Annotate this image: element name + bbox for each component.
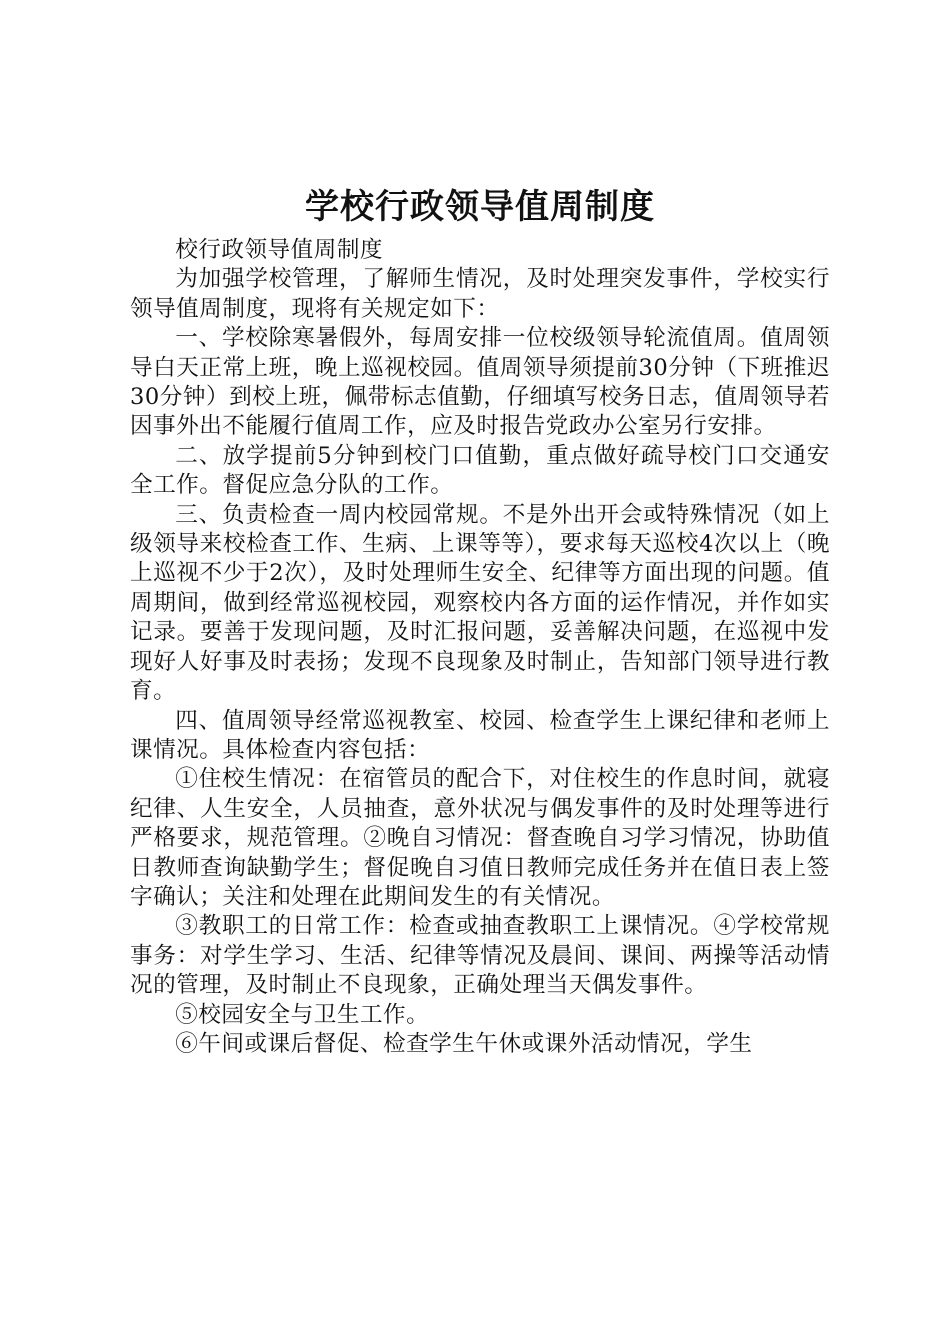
- intro-paragraph: 为加强学校管理，了解师生情况，及时处理突发事件，学校实行领导值周制度，现将有关规定如下：: [130, 266, 830, 322]
- rule-paragraph-1: 一、学校除寒暑假外，每周安排一位校级领导轮流值周。值周领导白天正常上班，晚上巡视校园。值周领导须提前30分钟（下班推迟30分钟）到校上班，佩带标志值勤，仔细填写校务日志，值周领导若因事外出不能履行值周工作，应及时报告党政办公室另行安排。: [130, 325, 830, 440]
- document-subtitle: 校行政领导值周制度: [175, 237, 384, 263]
- rule-paragraph-2: 二、放学提前5分钟到校门口值勤，重点做好疏导校门口交通安全工作。督促应急分队的工作。: [130, 442, 830, 499]
- document-title: 学校行政领导值周制度: [305, 187, 655, 227]
- item-paragraph-6: ⑥午间或课后督促、检查学生午休或课外活动情况，学生: [175, 1030, 753, 1057]
- item-paragraph-1-2: ①住校生情况：在宿管员的配合下，对住校生的作息时间，就寝纪律、人生安全，人员抽查，意外状况与偶发事件的及时处理等进行严格要求，规范管理。②晚自习情况：督查晚自习学习情况，协助值日教师查询缺勤学生；督促晚自习值日教师完成任务并在值日表上签字确认；关注和处理在此期间发生的有关情况。: [130, 766, 830, 910]
- rule-paragraph-4: 四、值周领导经常巡视教室、校园、检查学生上课纪律和老师上课情况。具体检查内容包括：: [130, 707, 830, 763]
- item-paragraph-5: ⑤校园安全与卫生工作。: [175, 1001, 430, 1028]
- document-page: [130, 182, 830, 1059]
- item-paragraph-3-4: ③教职工的日常工作：检查或抽查教职工上课情况。④学校常规事务：对学生学习、生活、纪律等情况及晨间、课间、两操等活动情况的管理，及时制止不良现象，正确处理当天偶发事件。: [130, 913, 830, 999]
- rule-paragraph-3: 三、负责检查一周内校园常规。不是外出开会或特殊情况（如上级领导来校检查工作、生病、上课等等），要求每天巡校4次以上（晚上巡视不少于2次），及时处理师生安全、纪律等方面出现的问题。值周期间，做到经常巡视校园，观察校内各方面的运作情况，并作如实记录。要善于发现问题，及时汇报问题，妥善解决问题，在巡视中发现好人好事及时表扬；发现不良现象及时制止，告知部门领导进行教育。: [130, 501, 830, 705]
